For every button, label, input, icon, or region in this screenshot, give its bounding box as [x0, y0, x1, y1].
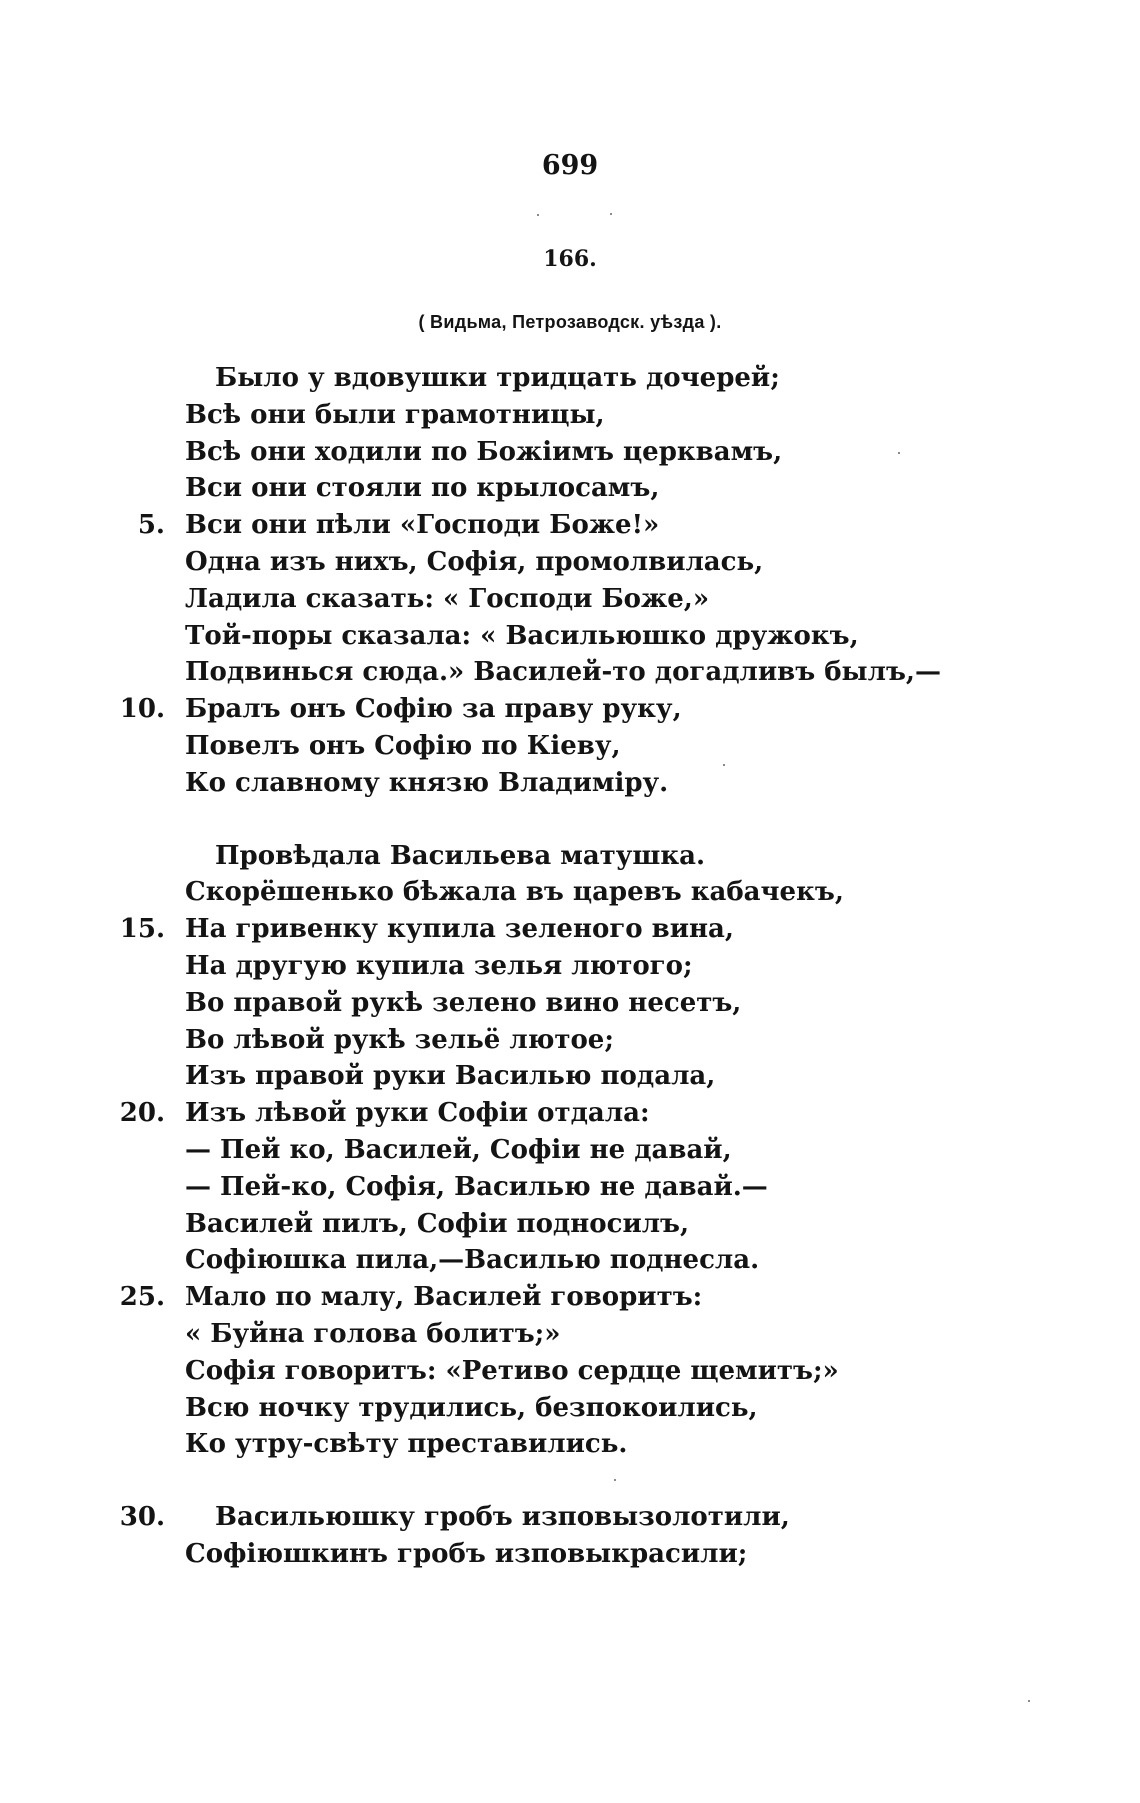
line-text: Во правой рукѣ зелено вино несетъ,: [185, 988, 742, 1018]
line-text: Бралъ онъ Софію за праву руку,: [185, 694, 682, 724]
poem-line: [0, 579, 1140, 619]
line-text: Вси они пѣли «Господи Боже!»: [185, 510, 660, 540]
poem-line: [0, 1056, 1140, 1096]
line-text: Василей пилъ, Софіи подносилъ,: [185, 1209, 690, 1239]
poem-line: [0, 1240, 1140, 1280]
line-text: Ладила сказать: « Господи Боже,»: [185, 584, 710, 614]
line-text: Было у вдовушки тридцать дочерей;: [215, 363, 780, 393]
line-text: — Пей-ко, Софія, Василью не давай.—: [185, 1172, 768, 1202]
line-text: Повелъ онъ Софію по Кіеву,: [185, 731, 621, 761]
poem-source: ( Видьма, Петрозаводск. уѣзда ).: [418, 312, 722, 332]
poem-line: [0, 505, 1140, 545]
print-speck: [537, 214, 539, 216]
line-text: « Буйна голова болитъ;»: [185, 1319, 561, 1349]
poem-line: [0, 652, 1140, 692]
line-text: Провѣдала Васильева матушка.: [215, 841, 706, 871]
line-number: 30.: [119, 1502, 165, 1532]
line-text: Во лѣвой рукѣ зельё лютое;: [185, 1025, 614, 1055]
line-text: Скорёшенько бѣжала въ царевъ кабачекъ,: [185, 877, 844, 907]
poem-line: [0, 1277, 1140, 1317]
poem-line: [0, 1130, 1140, 1170]
poem-line: [0, 358, 1140, 398]
line-text: — Пей ко, Василей, Софіи не давай,: [185, 1135, 732, 1165]
poem-line: [0, 1424, 1140, 1464]
line-text: Васильюшку гробъ изповызолотили,: [215, 1502, 790, 1532]
line-number: 25.: [119, 1282, 165, 1312]
page-number: 699: [541, 150, 599, 181]
line-number: 20.: [119, 1098, 165, 1128]
poem-line: [0, 763, 1140, 803]
line-number: 10.: [119, 694, 165, 724]
poem-line: [0, 836, 1140, 876]
line-text: Софіюшкинъ гробъ изповыкрасили;: [185, 1539, 748, 1569]
poem-line: [0, 1534, 1140, 1574]
poem-line: [0, 1388, 1140, 1428]
line-number: 15.: [119, 914, 165, 944]
print-speck: [1028, 1700, 1030, 1702]
poem-line: [0, 1351, 1140, 1391]
poem-line: [0, 1497, 1140, 1537]
poem-line: [0, 542, 1140, 582]
poem-line: [0, 1093, 1140, 1133]
line-text: На другую купила зелья лютого;: [185, 951, 693, 981]
poem-line: [0, 872, 1140, 912]
line-text: Ко славному князю Владиміру.: [185, 768, 669, 798]
line-text: Мало по малу, Василей говоритъ:: [185, 1282, 703, 1312]
poem-line: [0, 726, 1140, 766]
line-text: Вси они стояли по крылосамъ,: [185, 473, 660, 503]
line-text: Изъ лѣвой руки Софіи отдала:: [185, 1098, 650, 1128]
print-speck: [898, 452, 900, 454]
print-speck: [610, 213, 612, 215]
poem-line: [0, 395, 1140, 435]
poem-line: [0, 1204, 1140, 1244]
poem-line: [0, 1314, 1140, 1354]
print-speck: [723, 764, 725, 766]
line-text: Всѣ они ходили по Божіимъ церквамъ,: [185, 437, 783, 467]
line-text: Одна изъ нихъ, Софія, промолвилась,: [185, 547, 764, 577]
poem-line: [0, 1167, 1140, 1207]
poem-line: [0, 468, 1140, 508]
poem-line: [0, 616, 1140, 656]
line-text: Изъ правой руки Василью подала,: [185, 1061, 716, 1091]
line-text: Ко утру-свѣту преставились.: [185, 1429, 628, 1459]
poem-line: [0, 432, 1140, 472]
poem-line: [0, 946, 1140, 986]
poem-line: [0, 1020, 1140, 1060]
poem-line: [0, 689, 1140, 729]
line-text: Софія говоритъ: «Ретиво сердце щемитъ;»: [185, 1356, 839, 1386]
line-text: Той-поры сказала: « Васильюшко дружокъ,: [185, 621, 859, 651]
line-text: Софіюшка пила,—Василью поднесла.: [185, 1245, 760, 1275]
line-number: 5.: [137, 510, 165, 540]
print-speck: [614, 1479, 616, 1481]
line-text: Подвинься сюда.» Василей-то догадливъ былъ,—: [185, 657, 941, 687]
poem-line: [0, 983, 1140, 1023]
line-text: Всю ночку трудились, безпокоились,: [185, 1393, 758, 1423]
line-text: Всѣ они были грамотницы,: [185, 400, 605, 430]
poem-number: 166.: [543, 246, 597, 272]
poem-line: [0, 909, 1140, 949]
line-text: На гривенку купила зеленого вина,: [185, 914, 734, 944]
